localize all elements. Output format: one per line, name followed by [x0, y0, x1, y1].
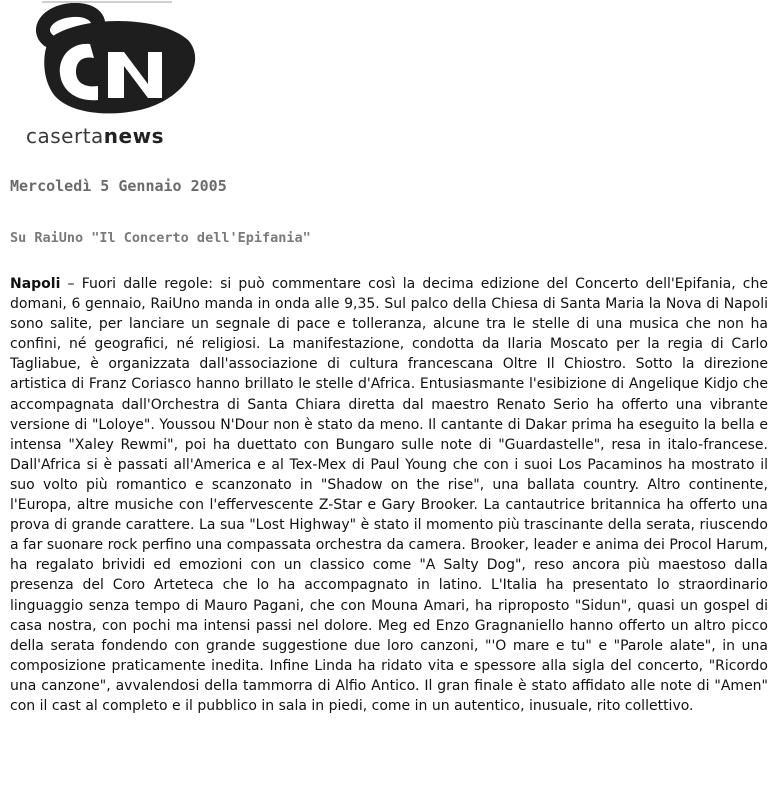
- casertanews-logo[interactable]: [12, 0, 202, 150]
- dateline-dash: –: [60, 276, 82, 292]
- publication-date: Mercoledì 5 Gennaio 2005: [10, 177, 227, 195]
- article-dateline-city: Napoli: [10, 276, 61, 292]
- article-headline: Su RaiUno "Il Concerto dell'Epifania": [10, 230, 311, 246]
- article-text: Fuori dalle regole: si può commentare così la decima edizione del Concerto dell'Epifania, che domani, 6 gennaio, RaiUno manda in onda alle 9,35. Sul palco della Chiesa di Santa Maria la Nova di Napoli sono salite, per lanciare un segnale di pace e tolleranza, alcune tra le stelle di una musica che non ha confini, né geografici, né religiosi. La manifestazione, condotta da Ilaria Moscato per la regia di Carlo Tagliabue, è organizzata dall'associazione di cultura francescana Oltre Il Chiostro. Sotto la direzione artistica di Franz Coriasco hanno brillato le stelle d'Africa. Entusiasmante l'esibizione di Angelique Kidjo che accompagnata dall'Orchestra di Santa Chiara diretta dal maestro Renato Serio ha offerto una vibrante versione di "Loloye". Youssou N'Dour non è stato da meno. Il cantante di Dakar prima ha eseguito la bella e intensa "Xaley Rewmi", poi ha duettato con Bungaro sulle note di "Guardastelle", resa in italo-francese. Dall'Africa si è passati all'America e al Tex-Mex di Paul Young che con i suoi Los Pacaminos ha mostrato il suo volto più romantico e scanzonato in "Shadow on the rise", una ballata country. Altro continente, l'Europa, altre musiche con l'effervescente Z-Star e Gary Brooker. La cantautrice britannica ha offerto una prova di grande carattere. La sua "Lost Highway" è stato il momento più trascinante della serata, riuscendo a far suonare rock perfino una compassata orchestra da camera. Brooker, leader e anima dei Procol Harum, ha regalato brividi ed emozioni con un classico come "A Salty Dog", reso ancora più maestoso dalla presenza del Coro Arteteca che lo ha accompagnato in latino. L'Italia ha presentato lo straordinario linguaggio senza tempo di Mauro Pagani, che con Mouna Amari, ha riproposto "Sidun", quasi un gospel di casa nostra, con pochi ma intensi passi nel dolore. Meg ed Enzo Gragnaniello hanno offerto un altro picco della serata fondendo con grande suggestione due loro canzoni, "'O mare e tu" e "Parole alate", in una composizione praticamente inedita. Infine Linda ha ridato vita e spessore alla sigla del concerto, "Ricordo una canzone", avvalendosi della tammorra di Alfio Antico. Il gran finale è stato affidato alle note di "Amen" con il cast al completo e il pubblico in sala in piedi, come in un autentico, inusuale, rito collettivo.: [10, 276, 768, 714]
- article-body: [10, 274, 768, 716]
- logo-wordmark: casertanews: [26, 124, 164, 148]
- cn-logo-mark: [12, 0, 202, 130]
